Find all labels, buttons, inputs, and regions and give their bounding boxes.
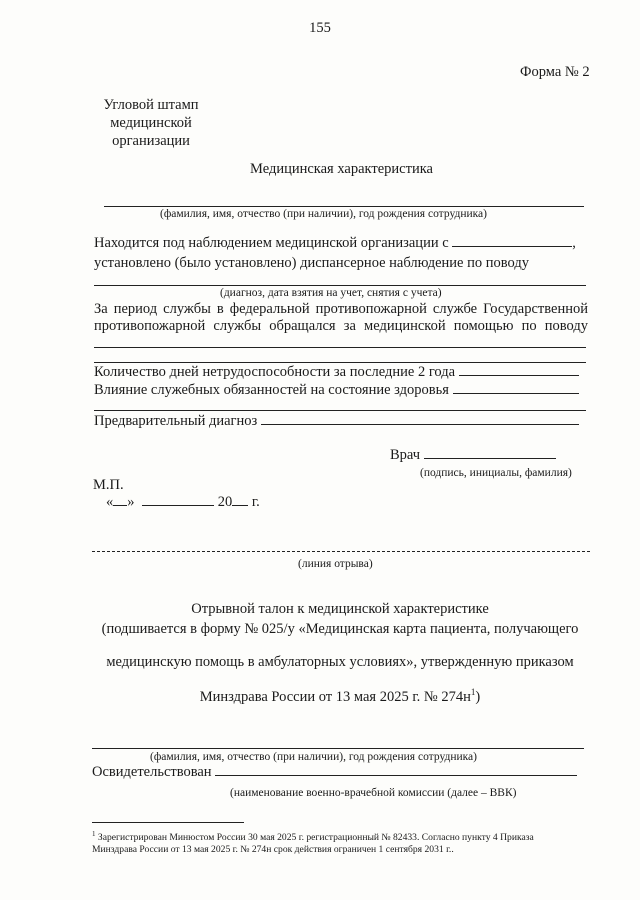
preliminary-text: Предварительный диагноз bbox=[94, 413, 258, 429]
date-open-quote: « bbox=[106, 494, 114, 510]
observed-text: Находится под наблюдением медицинской организации с bbox=[94, 235, 449, 251]
stub-line-2: (подшивается в форму № 025/у «Медицинская карта пациента, получающего bbox=[101, 621, 579, 637]
footnote-mark: 1 bbox=[92, 830, 96, 838]
form-label: Форма № 2 bbox=[520, 64, 590, 80]
footnote-ref: 1 bbox=[470, 687, 476, 697]
examined-row bbox=[92, 764, 577, 781]
stub-fio-caption: (фамилия, имя, отчество (при наличии), год рождения сотрудника) bbox=[150, 751, 477, 763]
footnote-line-1 bbox=[92, 828, 534, 844]
stub-close-paren: ) bbox=[475, 688, 481, 705]
date-year-field[interactable] bbox=[232, 505, 248, 506]
doctor-signature-field[interactable] bbox=[424, 458, 556, 459]
stub-order-text: Минздрава России от 13 мая 2025 г. № 274н bbox=[199, 688, 471, 705]
page-number: 155 bbox=[309, 20, 331, 36]
diagnosis-caption: (диагноз, дата взятия на учет, снятия с учета) bbox=[220, 287, 442, 299]
duties-fill-line[interactable] bbox=[94, 410, 586, 411]
fio-caption: (фамилия, имя, отчество (при наличии), год рождения сотрудника) bbox=[160, 208, 487, 220]
sick-days-field[interactable] bbox=[459, 375, 579, 376]
doctor-label: Врач bbox=[390, 447, 421, 463]
fio-line bbox=[104, 206, 584, 207]
doctor-row bbox=[390, 447, 556, 464]
footnote-line-2: Минздрава России от 13 мая 2025 г. № 274н срок действия ограничен 1 сентября 2031 г.. bbox=[92, 844, 454, 856]
stamp-line-1: Угловой штамп bbox=[103, 97, 199, 113]
date-year-prefix: 20 bbox=[217, 494, 233, 510]
date-month-field[interactable] bbox=[142, 505, 214, 506]
service-fill-line-2[interactable] bbox=[94, 362, 586, 363]
preliminary-field[interactable] bbox=[261, 424, 579, 425]
cut-line bbox=[92, 551, 590, 552]
date-close-quote: » bbox=[127, 494, 135, 510]
duties-field[interactable] bbox=[453, 393, 579, 394]
cut-line-caption: (линия отрыва) bbox=[298, 558, 373, 570]
sick-days-row bbox=[94, 364, 579, 381]
footnote bbox=[92, 828, 534, 856]
duties-text: Влияние служебных обязанностей на состояние здоровья bbox=[94, 382, 449, 398]
service-line-2: противопожарной службы обращался за медицинской помощью по поводу bbox=[94, 318, 588, 334]
diagnosis-line bbox=[94, 285, 586, 286]
date-row bbox=[106, 494, 260, 511]
stub-line-3: медицинскую помощь в амбулаторных условиях», утвержденную приказом bbox=[106, 654, 574, 670]
page-title: Медицинская характеристика bbox=[250, 161, 433, 177]
footnote-text-1: Зарегистрирован Минюстом России 30 мая 2025 г. регистрационный № 82433. Согласно пункту 4 Приказа bbox=[97, 832, 534, 844]
observed-row bbox=[94, 235, 576, 252]
date-day-field[interactable] bbox=[113, 505, 127, 506]
stamp-line-2: медицинской bbox=[110, 115, 192, 131]
examined-label: Освидетельствован bbox=[92, 764, 212, 780]
doctor-caption: (подпись, инициалы, фамилия) bbox=[420, 467, 572, 479]
service-line-1: За период службы в федеральной противопожарной службе Государственной bbox=[94, 301, 588, 317]
observed-comma: , bbox=[572, 235, 576, 251]
footnote-separator bbox=[92, 822, 244, 823]
stub-line-4 bbox=[94, 687, 586, 706]
date-year-suffix: г. bbox=[251, 494, 260, 510]
stamp-line-3: организации bbox=[112, 133, 190, 149]
vvk-caption: (наименование военно-врачебной комиссии (далее – ВВК) bbox=[230, 787, 517, 799]
duties-row bbox=[94, 382, 579, 399]
seal-label: М.П. bbox=[93, 477, 124, 493]
stub-line-1: Отрывной талон к медицинской характеристике bbox=[191, 601, 489, 617]
sick-days-text: Количество дней нетрудоспособности за последние 2 года bbox=[94, 364, 456, 380]
examined-field[interactable] bbox=[215, 775, 577, 776]
established-text: установлено (было установлено) диспансерное наблюдение по поводу bbox=[94, 255, 529, 271]
stub-fio-line[interactable] bbox=[92, 748, 584, 749]
service-fill-line-1[interactable] bbox=[94, 347, 586, 348]
preliminary-row bbox=[94, 413, 579, 430]
observed-date-field[interactable] bbox=[452, 246, 572, 247]
corner-stamp bbox=[96, 96, 206, 150]
